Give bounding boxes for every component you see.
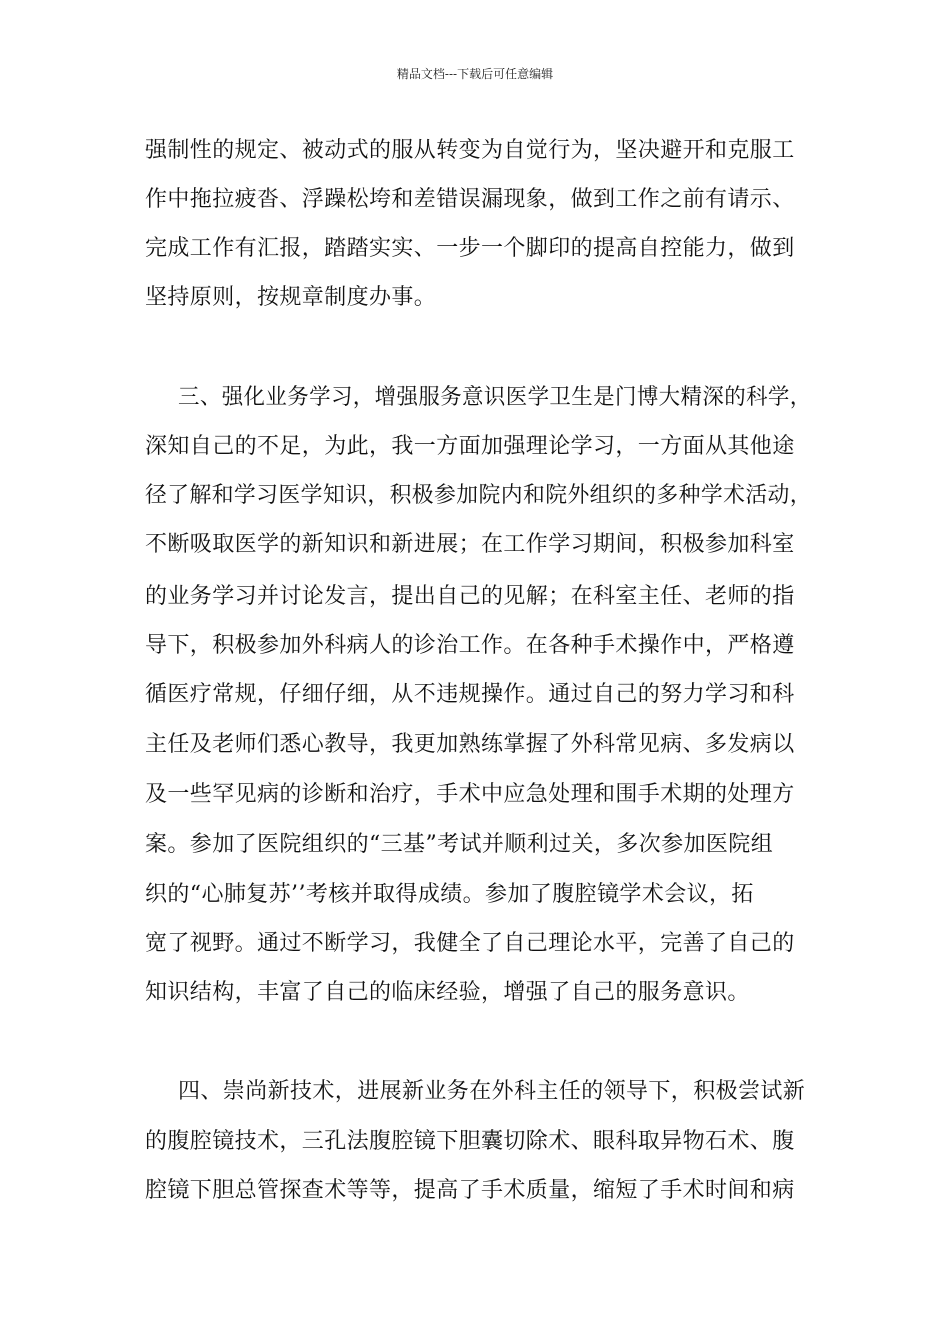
text-line: 三、强化业务学习，增强服务意识医学卫生是门博大精深的科学， xyxy=(178,385,812,410)
text-line: 导下，积极参加外科病人的诊治工作。在各种手术操作中，严格遵 xyxy=(145,633,795,658)
text-line: 织的“心肺复苏’’考核并取得成绩。参加了腹腔镜学术会议，拓 xyxy=(145,882,754,907)
text-line: 腔镜下胆总管探查术等等，提高了手术质量，缩短了手术时间和病 xyxy=(145,1178,795,1203)
text-line: 强制性的规定、被动式的服从转变为自觉行为，坚决避开和克服工 xyxy=(145,138,795,163)
text-line: 完成工作有汇报，踏踏实实、一步一个脚印的提高自控能力，做到 xyxy=(145,236,795,261)
text-line: 四、崇尚新技术，进展新业务在外科主任的领导下，积极尝试新 xyxy=(178,1079,806,1104)
text-line: 径了解和学习医学知识，积极参加院内和院外组织的多种学术活动， xyxy=(145,483,813,508)
text-line: 宽了视野。通过不断学习，我健全了自己理论水平，完善了自己的 xyxy=(145,931,795,956)
text-line: 作中拖拉疲沓、浮躁松垮和差错误漏现象，做到工作之前有请示、 xyxy=(145,187,795,212)
text-line: 主任及老师们悉心教导，我更加熟练掌握了外科常见病、多发病以 xyxy=(145,732,795,757)
text-line: 案。参加了医院组织的“三基”考试并顺利过关，多次参加医院组 xyxy=(145,832,774,857)
text-line: 不断吸取医学的新知识和新进展；在工作学习期间，积极参加科室 xyxy=(145,532,795,557)
text-line: 坚持原则，按规章制度办事。 xyxy=(145,285,437,310)
text-line: 的业务学习并讨论发言，提出自己的见解；在科室主任、老师的指 xyxy=(145,584,795,609)
text-line: 循医疗常规，仔细仔细，从不违规操作。通过自己的努力学习和科 xyxy=(145,682,795,707)
text-line: 深知自己的不足，为此，我一方面加强理论学习，一方面从其他途 xyxy=(145,434,795,459)
text-line: 知识结构，丰富了自己的临床经验，增强了自己的服务意识。 xyxy=(145,980,750,1005)
page-header: 精品文档---下载后可任意编辑 xyxy=(396,67,554,81)
text-line: 的腹腔镜技术，三孔法腹腔镜下胆囊切除术、眼科取异物石术、腹 xyxy=(145,1129,795,1154)
text-line: 及一些罕见病的诊断和治疗，手术中应急处理和围手术期的处理方 xyxy=(145,782,795,807)
